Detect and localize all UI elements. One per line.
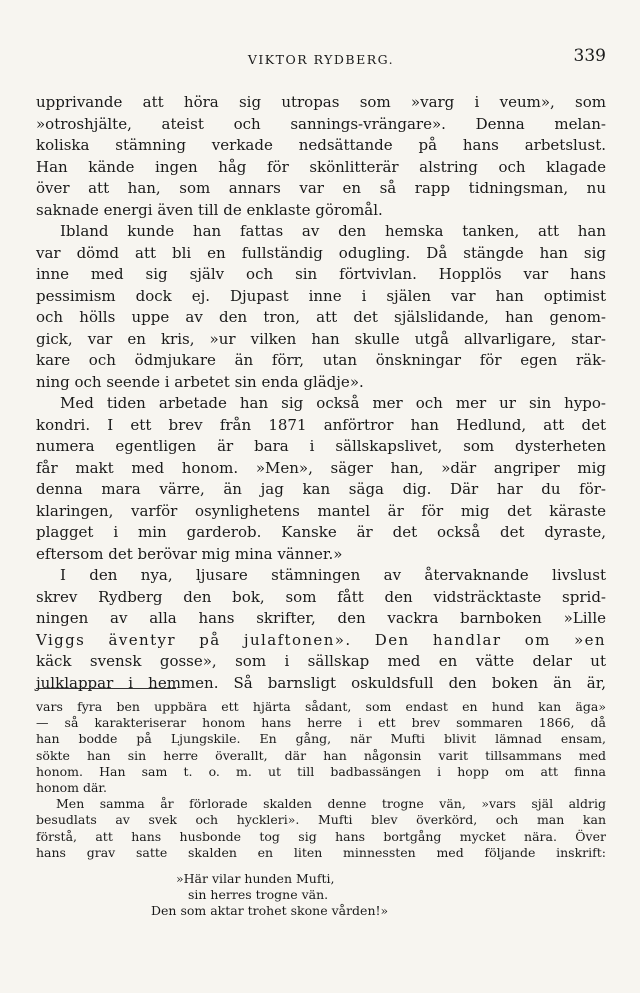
footnote-line: honom. Han sam t. o. m. ut till badbassängen i hopp om att finna	[36, 763, 606, 779]
text-line: numera egentligen är bara i sällskapslivet, som dysterheten	[36, 437, 606, 455]
text-line: saknade energi även till de enklaste göromål.	[36, 200, 383, 219]
text-line: upprivande att höra sig utropas som »varg i veum», som	[36, 93, 606, 111]
text-line: Med tiden arbetade han sig också mer och mer ur sin hypo-	[60, 394, 606, 412]
text-line: var dömd att bli en fullständig odugling. Då stängde han sig	[36, 243, 606, 262]
text-line: I den nya, ljusare stämningen av återvaknande livslust	[60, 566, 606, 584]
epitaph-poem	[36, 871, 606, 920]
poem-line: sin herres trogne vän.	[188, 887, 329, 903]
footnote	[36, 699, 606, 920]
text-line: koliska stämning verkade nedsättande på hans arbetslust.	[36, 136, 606, 154]
text-line: Han kände ingen håg för skönlitterär alstring och klagade	[36, 157, 606, 176]
footnote-line: — så karakteriserar honom hans herre i ett brev sommaren 1866, då	[36, 715, 606, 731]
text-line: »otroshjälte, ateist och sannings-vrängare». Denna melan-	[36, 114, 606, 133]
text-line: kondri. I ett brev från 1871 anförtror han Hedlund, att det	[36, 415, 606, 434]
main-text	[36, 92, 606, 694]
text-line: julklappar i hemmen. Så barnsligt oskuldsfull den boken än är,	[36, 673, 606, 692]
running-head: VIKTOR RYDBERG.	[247, 52, 395, 67]
footnote-divider	[36, 688, 176, 689]
footnote-line: vars fyra ben uppbära ett hjärta sådant, som endast en hund kan äga»	[36, 699, 606, 714]
text-line: ningen av alla hans skrifter, den vackra barnboken »Lille	[36, 609, 606, 627]
text-line: eftersom det berövar mig mina vänner.»	[36, 544, 343, 563]
footnote-line: han bodde på Ljungskile. En gång, när Mufti blivit lämnad ensam,	[36, 731, 606, 747]
text-line: gick, var en kris, »ur vilken han skulle utgå allvarligare, star-	[36, 329, 606, 348]
poem-line: Den som aktar trohet skone vården!»	[151, 903, 389, 919]
text-line: käck svensk gosse», som i sällskap med en vätte delar ut	[36, 652, 606, 670]
footnote-line: förstå, att hans husbonde tog sig hans bortgång mycket nära. Över	[36, 828, 606, 844]
text-line: pessimism dock ej. Djupast inne i själen var han optimist	[36, 286, 606, 305]
text-line: och hölls uppe av den tron, att det själslidande, han genom-	[36, 308, 606, 326]
text-line: skrev Rydberg den bok, som fått den vidsträcktaste sprid-	[36, 587, 606, 606]
text-line: kare och ödmjukare än förr, utan önskningar för egen räk-	[36, 351, 606, 369]
footnote-line: besudlats av svek och hyckleri». Mufti blev överkörd, och man kan	[36, 812, 606, 828]
page-number: 339	[573, 46, 606, 66]
text-line: inne med sig själv och sin förtvivlan. Hopplös var hans	[36, 265, 606, 283]
footnote-line: hans grav satte skalden en liten minnessten med följande inskrift:	[36, 844, 606, 860]
poem-line: »Här vilar hunden Mufti,	[176, 871, 335, 887]
text-line: Viggs äventyr på julaftonen». Den handlar om »en	[36, 630, 606, 649]
footnote-line: sökte han sin herre överallt, där han någonsin varit tillsammans med	[36, 747, 606, 763]
text-line: ning och seende i arbetet sin enda glädje».	[36, 372, 364, 391]
footnote-line: Men samma år förlorade skalden denne trogne vän, »vars själ aldrig	[56, 796, 606, 812]
text-line: klaringen, varför osynlighetens mantel är för mig det käraste	[36, 501, 606, 520]
text-line: får makt med honom. »Men», säger han, »där angriper mig	[36, 458, 606, 477]
page-header	[36, 46, 606, 70]
text-line: denna mara värre, än jag kan säga dig. Där har du för-	[36, 480, 606, 498]
text-line: Ibland kunde han fattas av den hemska tanken, att han	[60, 222, 606, 240]
footnote-line: honom där.	[36, 780, 108, 796]
text-line: plagget i min garderob. Kanske är det också det dyraste,	[36, 523, 606, 541]
text-line: över att han, som annars var en så rapp tidningsman, nu	[36, 179, 606, 197]
